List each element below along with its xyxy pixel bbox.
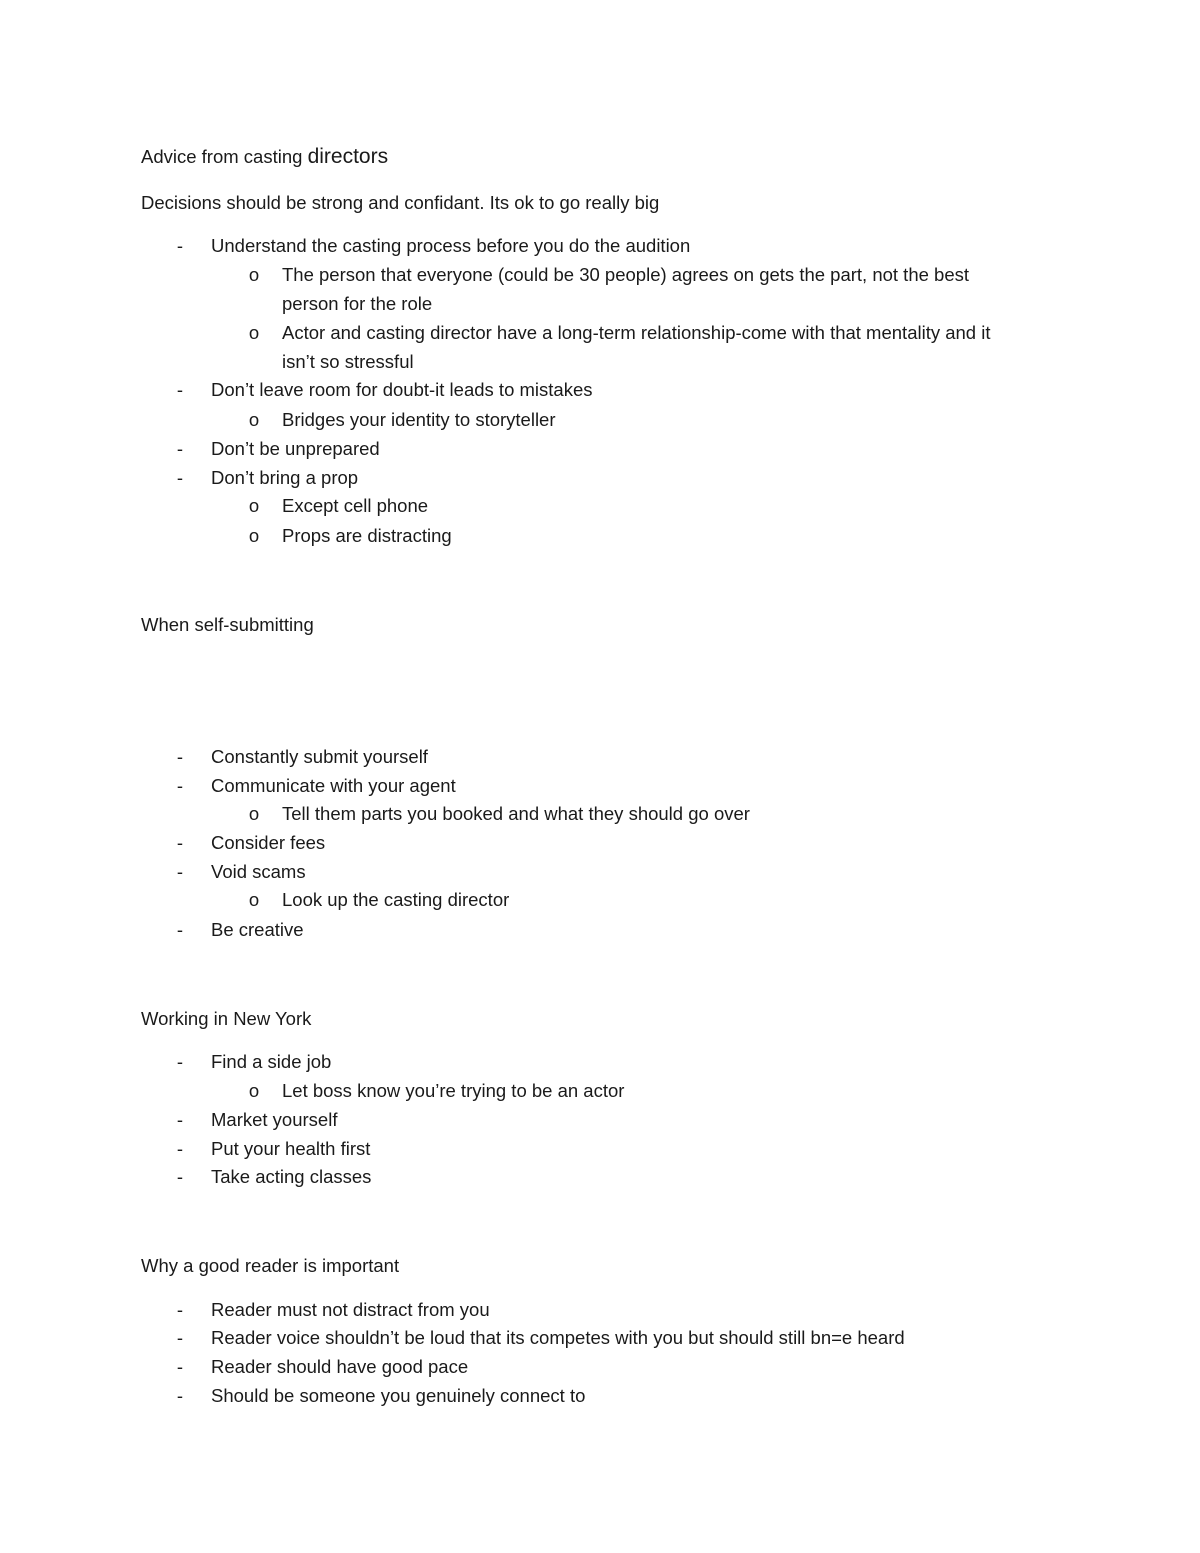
dash-marker: -: [176, 1166, 184, 1187]
dash-marker: -: [176, 1356, 184, 1377]
list-item: Take acting classes: [211, 1166, 372, 1187]
dash-marker: -: [176, 861, 184, 882]
sub-list-item: The person that everyone (could be 30 people) agrees on gets the part, not the best: [282, 264, 970, 285]
list-item: Reader voice shouldn’t be loud that its competes with you but should still bn=e heard: [211, 1327, 905, 1348]
circle-marker: o: [248, 322, 260, 343]
list-item: Market yourself: [211, 1109, 338, 1130]
circle-marker: o: [248, 495, 260, 516]
section-heading: [141, 145, 388, 169]
sub-list-item: Props are distracting: [282, 525, 452, 546]
circle-marker: o: [248, 803, 260, 824]
sub-list-item: Look up the casting director: [282, 889, 510, 910]
dash-marker: -: [176, 1327, 184, 1348]
section-heading: Working in New York: [141, 1008, 312, 1029]
dash-marker: -: [176, 746, 184, 767]
sub-list-item: Except cell phone: [282, 495, 429, 516]
circle-marker: o: [248, 409, 260, 430]
dash-marker: -: [176, 1051, 184, 1072]
list-item: Don’t bring a prop: [211, 467, 359, 488]
dash-marker: -: [176, 235, 184, 256]
sub-list-item: Tell them parts you booked and what they should go over: [282, 803, 750, 824]
list-item: Be creative: [211, 919, 304, 940]
dash-marker: -: [176, 467, 184, 488]
dash-marker: -: [176, 438, 184, 459]
dash-marker: -: [176, 1385, 184, 1406]
dash-marker: -: [176, 1299, 184, 1320]
dash-marker: -: [176, 832, 184, 853]
sub-list-item: Bridges your identity to storyteller: [282, 409, 556, 430]
sub-list-item-continuation: person for the role: [282, 293, 433, 314]
circle-marker: o: [248, 1080, 260, 1101]
intro-paragraph: Decisions should be strong and confidant. Its ok to go really big: [141, 192, 660, 213]
circle-marker: o: [248, 889, 260, 910]
list-item: Understand the casting process before you do the audition: [211, 235, 691, 256]
list-item: Find a side job: [211, 1051, 332, 1072]
list-item: Should be someone you genuinely connect to: [211, 1385, 586, 1406]
dash-marker: -: [176, 1138, 184, 1159]
dash-marker: -: [176, 1109, 184, 1130]
list-item: Reader must not distract from you: [211, 1299, 490, 1320]
list-item: Consider fees: [211, 832, 326, 853]
list-item: Don’t leave room for doubt-it leads to mistakes: [211, 379, 593, 400]
section-heading: Why a good reader is important: [141, 1255, 400, 1276]
section-heading: When self-submitting: [141, 614, 314, 635]
list-item: Reader should have good pace: [211, 1356, 469, 1377]
sub-list-item: Let boss know you’re trying to be an actor: [282, 1080, 625, 1101]
dash-marker: -: [176, 775, 184, 796]
dash-marker: -: [176, 919, 184, 940]
list-item: Put your health first: [211, 1138, 371, 1159]
list-item: Void scams: [211, 861, 306, 882]
heading-text-emphasis: directors: [307, 145, 389, 168]
circle-marker: o: [248, 525, 260, 546]
list-item: Constantly submit yourself: [211, 746, 428, 767]
sub-list-item: Actor and casting director have a long-term relationship-come with that mentality and it: [282, 322, 991, 343]
list-item: Communicate with your agent: [211, 775, 456, 796]
heading-text: Advice from casting: [141, 146, 308, 167]
list-item: Don’t be unprepared: [211, 438, 380, 459]
sub-list-item-continuation: isn’t so stressful: [282, 351, 414, 372]
circle-marker: o: [248, 264, 260, 285]
dash-marker: -: [176, 379, 184, 400]
